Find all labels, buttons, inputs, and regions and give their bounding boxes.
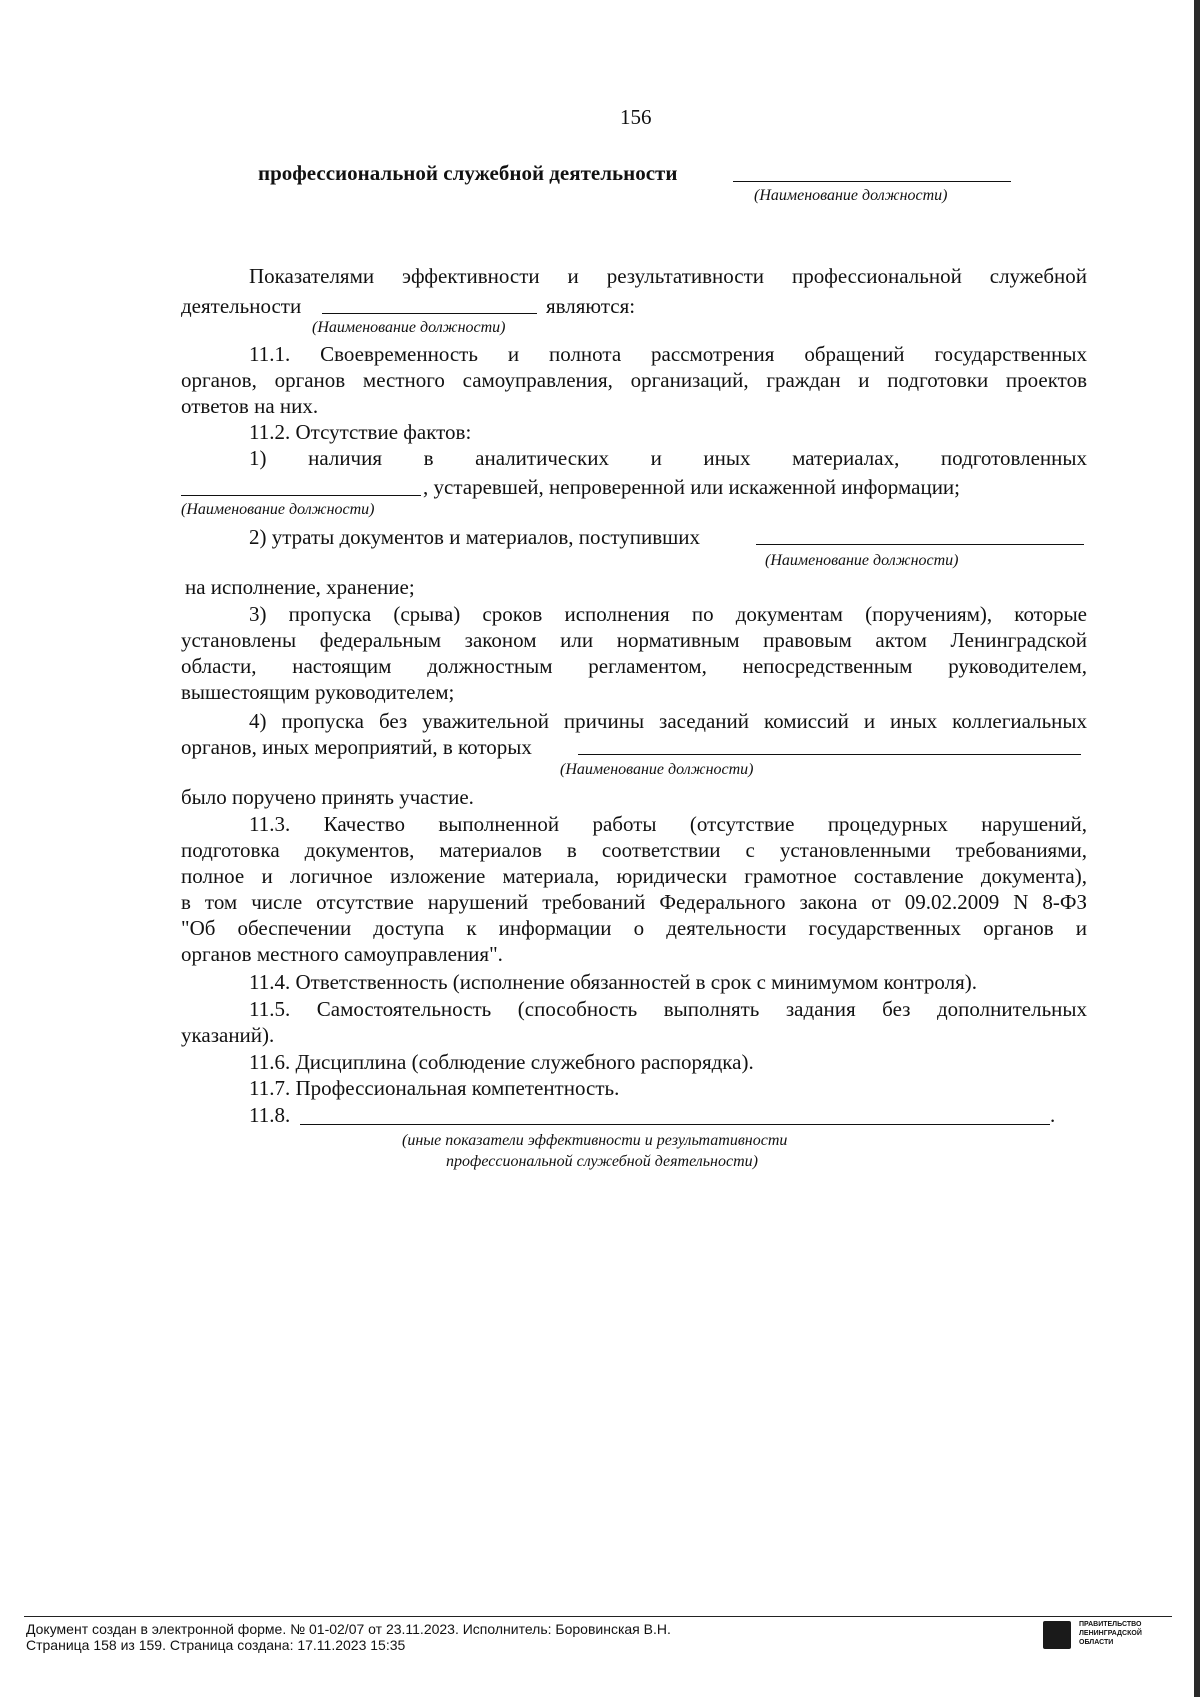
scan-edge (1194, 0, 1200, 1697)
p11-7: 11.7. Профессиональная компетентность. (249, 1076, 620, 1100)
heading-text: профессиональной служебной деятельности (258, 161, 678, 185)
footer-line1: Документ создан в электронной форме. № 01-02/07 от 23.11.2023. Исполнитель: Боровинская В.Н. (26, 1621, 671, 1637)
logo-line3: ОБЛАСТИ (1079, 1639, 1114, 1646)
p11-5-line2: указаний). (181, 1023, 275, 1047)
p11-2-item2-line2: на исполнение, хранение; (185, 575, 415, 599)
p11-2-item2-blank (756, 544, 1084, 545)
p11-3-line3: полное и логичное изложение материала, юридически грамотное составление документа), (181, 864, 1087, 888)
p11-2-item2-caption: (Наименование должности) (765, 552, 959, 569)
p11-2-item3-line3: области, настоящим должностным регламентом, непосредственным руководителем, (181, 654, 1087, 678)
p11-2-item1-line1: 1) наличия в аналитических и иных материалах, подготовленных (249, 446, 1087, 470)
intro-line1: Показателями эффективности и результативности профессиональной служебной (249, 264, 1087, 288)
p11-2-item4-line3: было поручено принять участие. (181, 785, 474, 809)
logo-line2: ЛЕНИНГРАДСКОЙ (1079, 1630, 1142, 1637)
p11-2-item1-line2: , устаревшей, непроверенной или искаженной информации; (423, 475, 961, 499)
intro-blank (322, 313, 537, 314)
p11-2-item1-blank (181, 495, 421, 496)
heading-caption: (Наименование должности) (754, 187, 948, 204)
p11-1-line3: ответов на них. (181, 394, 319, 418)
p11-2-item4-line1: 4) пропуска без уважительной причины заседаний комиссий и иных коллегиальных (249, 709, 1087, 733)
p11-2-item3-line4: вышестоящим руководителем; (181, 680, 455, 704)
p11-8-caption1: (иные показатели эффективности и результативности (402, 1132, 788, 1149)
p11-4: 11.4. Ответственность (исполнение обязанностей в срок с минимумом контроля). (249, 970, 978, 994)
intro-line2-end: являются: (546, 294, 636, 318)
p11-2-item3-line2: установлены федеральным законом или нормативным правовым актом Ленинградской (181, 628, 1087, 652)
p11-2-item4-caption: (Наименование должности) (560, 761, 754, 778)
p11-5-line1: 11.5. Самостоятельность (способность выполнять задания без дополнительных (249, 997, 1087, 1021)
footer-line2: Страница 158 из 159. Страница создана: 17.11.2023 15:35 (26, 1637, 406, 1653)
p11-8-blank (300, 1124, 1050, 1125)
p11-8-end: . (1050, 1103, 1056, 1127)
intro-caption: (Наименование должности) (312, 319, 506, 336)
p11-2-item3-line1: 3) пропуска (срыва) сроков исполнения по документам (поручениям), которые (249, 602, 1087, 626)
p11-2-item2-line1: 2) утраты документов и материалов, поступивших (249, 525, 701, 549)
p11-2-item4-line2: органов, иных мероприятий, в которых (181, 735, 532, 759)
p11-2-item4-blank (578, 754, 1081, 755)
government-logo (1043, 1620, 1171, 1652)
p11-3-line4: в том числе отсутствие нарушений требований Федерального закона от 09.02.2009 N 8-ФЗ (181, 890, 1087, 914)
logo-text (1079, 1620, 1142, 1647)
p11-1-line1: 11.1. Своевременность и полнота рассмотрения обращений государственных (249, 342, 1087, 366)
p11-6: 11.6. Дисциплина (соблюдение служебного распорядка). (249, 1050, 754, 1074)
p11-8-caption2: профессиональной служебной деятельности) (446, 1153, 758, 1170)
p11-3-line6: органов местного самоуправления". (181, 942, 503, 966)
p11-2-title: 11.2. Отсутствие фактов: (249, 420, 472, 444)
footer-rule (24, 1616, 1172, 1617)
intro-line2-start: деятельности (181, 294, 302, 318)
logo-line1: ПРАВИТЕЛЬСТВО (1079, 1621, 1142, 1628)
p11-8-label: 11.8. (249, 1103, 291, 1127)
p11-3-line2: подготовка документов, материалов в соответствии с установленными требованиями, (181, 838, 1087, 862)
heading-blank (733, 181, 1011, 182)
page-number: 156 (620, 105, 652, 129)
p11-3-line1: 11.3. Качество выполненной работы (отсутствие процедурных нарушений, (249, 812, 1087, 836)
p11-1-line2: органов, органов местного самоуправления, организаций, граждан и подготовки проектов (181, 368, 1087, 392)
emblem-icon (1043, 1621, 1071, 1649)
p11-3-line5: "Об обеспечении доступа к информации о деятельности государственных органов и (181, 916, 1087, 940)
p11-2-item1-caption: (Наименование должности) (181, 501, 375, 518)
